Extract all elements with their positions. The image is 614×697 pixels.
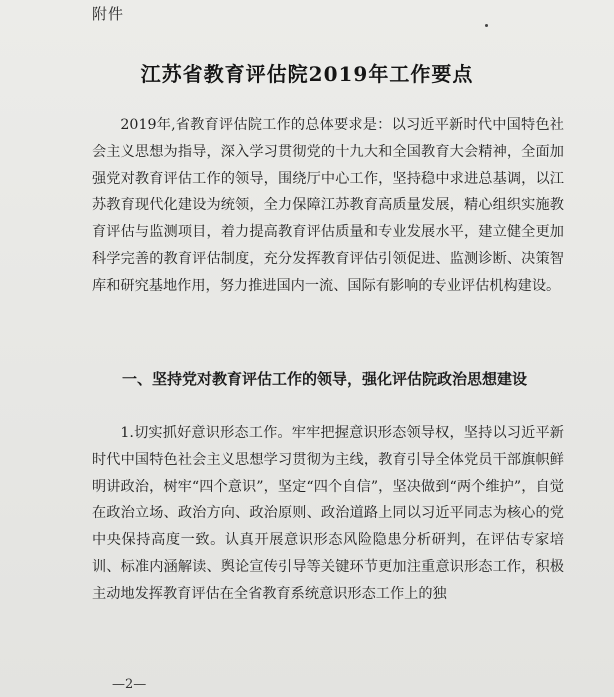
section-item-paragraph: 1.切实抓好意识形态工作。牢牢把握意识形态领导权，坚持以习近平新时代中国特色社会主义思想学习贯彻为主线，教育引导全体党员干部旗帜鲜明讲政治，树牢“四个意识”，坚定“四个自信”，坚决做到“两个维护”，自觉在政治立场、政治方向、政治原则、政治道路上同以习近平同志为核心的党中央保持高度一致。认真开展意识形态风险隐患分析研判，在评估专家培训、标准内涵解读、舆论宣传引导等关键环节更加注重意识形态工作，积极主动地发挥教育评估在全省教育系统意识形态工作上的独 bbox=[92, 425, 564, 602]
intro-paragraph: 2019年,省教育评估院工作的总体要求是：以习近平新时代中国特色社会主义思想为指导，深入学习贯彻党的十九大和全国教育大会精神，全面加强党对教育评估工作的领导，围绕厅中心工作，坚持稳中求进总基调，以江苏教育现代化建设为统领，全力保障江苏教育高质量发展，精心组织实施教育评估与监测项目，着力提高教育评估质量和专业发展水平，建立健全更加科学完善的教育评估制度，充分发挥教育评估引领促进、监测诊断、决策智库和研究基地作用，努力推进国内一流、国际有影响的专业评估机构建设。 bbox=[92, 117, 564, 294]
document-title: 江苏省教育评估院2019年工作要点 bbox=[140, 62, 474, 86]
page-number: —2— bbox=[112, 677, 147, 692]
attachment-label: 附件 bbox=[92, 5, 125, 23]
section-heading: 一、坚持党对教育评估工作的领导，强化评估院政治思想建设 bbox=[122, 370, 528, 388]
scan-speck bbox=[485, 24, 488, 27]
